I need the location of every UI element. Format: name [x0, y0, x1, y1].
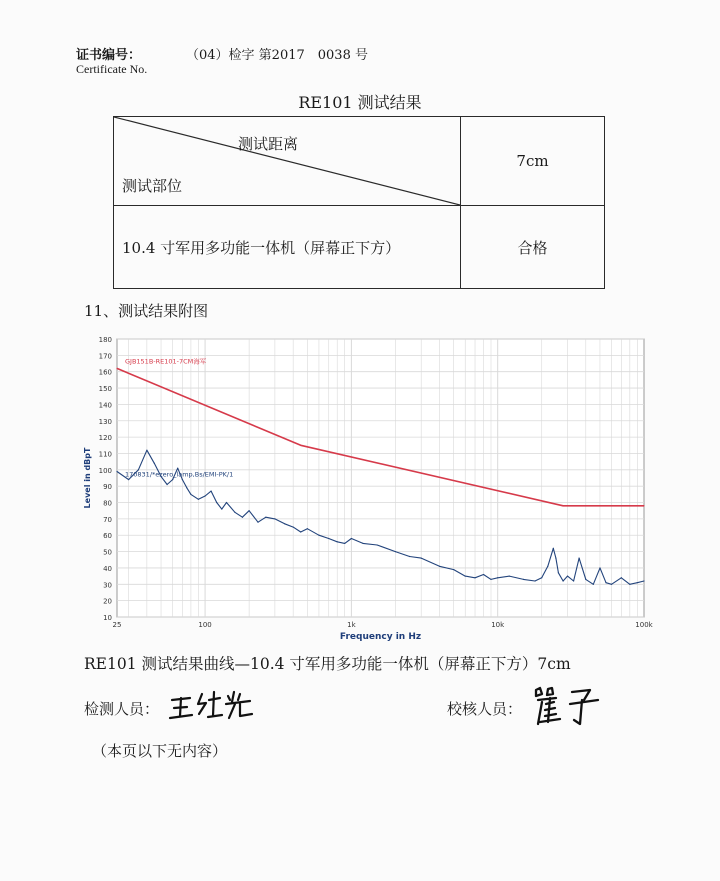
measurement-point [257, 522, 258, 523]
y-tick-label: 180 [98, 336, 112, 344]
measurement-point [128, 479, 129, 480]
measurement-point [307, 528, 308, 529]
measurement-point [547, 566, 548, 567]
y-tick-label: 10 [103, 614, 112, 622]
measurement-point [558, 572, 559, 573]
y-tick-label: 70 [103, 515, 112, 524]
x-tick-label: 100k [635, 621, 653, 629]
chart-caption: RE101 测试结果曲线—10.4 寸军用多功能一体机（屏幕正下方）7cm [84, 655, 571, 673]
y-tick-label: 60 [103, 532, 112, 541]
measurement-point [585, 579, 586, 580]
y-tick-label: 110 [98, 450, 112, 459]
inspector-signature [168, 686, 263, 726]
inspector-label: 检测人员： [84, 700, 160, 718]
measurement-point [351, 538, 352, 539]
limit-point [643, 505, 644, 506]
y-tick-label: 80 [103, 499, 112, 508]
measurement-point [221, 508, 222, 509]
measurement-point [643, 580, 644, 581]
x-tick-label: 25 [112, 621, 122, 629]
measurement-point [409, 556, 410, 557]
measurement-point [154, 463, 155, 464]
y-tick-label: 100 [98, 466, 112, 475]
section-title: 11、测试结果附图 [84, 302, 209, 320]
measurement-point [166, 484, 167, 485]
measurement-point [573, 580, 574, 581]
measurement-point [599, 567, 600, 568]
limit-point [116, 368, 117, 369]
x-tick-label: 1k [347, 621, 356, 629]
y-tick-label: 40 [103, 564, 112, 573]
measurement-point [555, 558, 556, 559]
measurement-point [362, 543, 363, 544]
measurement-point [328, 538, 329, 539]
measurement-point [563, 580, 564, 581]
y-tick-label: 140 [98, 401, 112, 410]
certificate-label-en: Certificate No. [76, 62, 148, 76]
measurement-point [337, 541, 338, 542]
measurement-point [439, 566, 440, 567]
test-item: 10.4 寸军用多功能一体机（屏幕正下方） [114, 206, 461, 289]
series-label: 170831/*ezero_lamp,Bs/EMI-PK/1 [125, 470, 234, 479]
result-table-title: RE101 测试结果 [298, 93, 422, 112]
measurement-point [629, 584, 630, 585]
measurement-point [182, 479, 183, 480]
measurement-point [523, 579, 524, 580]
series-label: GJB151B-RE101-7CM海军 [125, 357, 207, 366]
measurement-point [274, 518, 275, 519]
re101-chart [80, 330, 666, 642]
limit-point [300, 445, 301, 446]
measurement-point [226, 502, 227, 503]
measurement-point [465, 576, 466, 577]
end-note: （本页以下无内容） [92, 742, 228, 760]
measurement-point [242, 517, 243, 518]
distance-value: 7cm [461, 117, 605, 206]
measurement-point [541, 577, 542, 578]
measurement-point [578, 558, 579, 559]
y-tick-label: 160 [98, 368, 112, 377]
measurement-point [567, 576, 568, 577]
measurement-point [172, 479, 173, 480]
y-tick-label: 170 [98, 352, 112, 361]
y-tick-label: 30 [103, 581, 112, 590]
measurement-point [593, 584, 594, 585]
measurement-point [204, 495, 205, 496]
y-tick-label: 130 [98, 417, 112, 426]
measurement-point [497, 577, 498, 578]
y-tick-label: 50 [103, 548, 112, 557]
measurement-point [621, 577, 622, 578]
measurement-point [553, 548, 554, 549]
measurement-point [177, 468, 178, 469]
measurement-point [534, 580, 535, 581]
reviewer-signature [530, 684, 610, 728]
y-tick-label: 90 [103, 483, 112, 492]
y-tick-label: 120 [98, 434, 112, 443]
measurement-point [293, 526, 294, 527]
measurement-point [474, 577, 475, 578]
measurement-point [116, 471, 117, 472]
test-verdict: 合格 [461, 206, 605, 289]
measurement-point [300, 531, 301, 532]
measurement-point [453, 569, 454, 570]
measurement-point [344, 543, 345, 544]
x-axis-label: Frequency in Hz [339, 632, 422, 642]
result-table [113, 116, 605, 289]
measurement-point [490, 579, 491, 580]
y-axis-label: Level in dBpT [83, 447, 92, 509]
measurement-point [265, 517, 266, 518]
measurement-point [421, 558, 422, 559]
measurement-point [249, 510, 250, 511]
y-tick-label: 150 [98, 385, 112, 394]
measurement-point [198, 499, 199, 500]
measurement-point [211, 490, 212, 491]
y-tick-label: 20 [103, 597, 112, 606]
measurement-point [377, 544, 378, 545]
header-location: 测试部位 [122, 177, 183, 195]
measurement-point [395, 551, 396, 552]
measurement-point [146, 450, 147, 451]
measurement-point [483, 574, 484, 575]
diagonal-header-cell [114, 117, 461, 206]
reviewer-label: 校核人员： [447, 700, 523, 718]
measurement-point [318, 535, 319, 536]
measurement-point [605, 582, 606, 583]
measurement-point [611, 584, 612, 585]
x-tick-label: 100 [198, 621, 212, 629]
measurement-point [509, 576, 510, 577]
certificate-label: 证书编号： [76, 48, 142, 63]
measurement-point [190, 494, 191, 495]
certificate-number: （04）检字 第2017 0038 号 [186, 48, 368, 63]
x-tick-label: 10k [491, 621, 505, 629]
measurement-point [216, 502, 217, 503]
header-distance: 测试距离 [238, 135, 299, 153]
limit-point [563, 505, 564, 506]
measurement-point [284, 523, 285, 524]
measurement-point [637, 582, 638, 583]
measurement-point [186, 487, 187, 488]
measurement-point [234, 512, 235, 513]
